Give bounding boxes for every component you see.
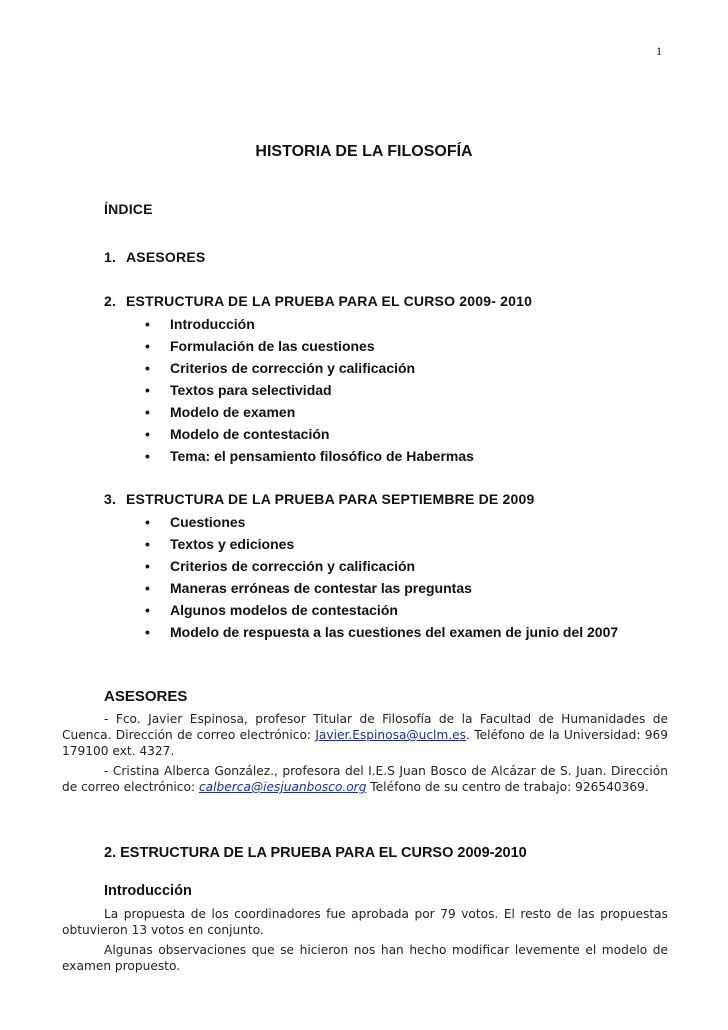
index-item-number: 3. (104, 491, 117, 507)
bullet-item: • Criterios de corrección y calificación (145, 357, 474, 379)
bullet-item: • Algunos modelos de contestación (145, 599, 618, 621)
bullet-item: • Textos y ediciones (145, 533, 618, 555)
document-title: HISTORIA DE LA FILOSOFÍA (255, 143, 473, 160)
bullet-icon: • (145, 316, 150, 332)
bullet-icon: • (145, 514, 150, 530)
bullet-item: • Tema: el pensamiento filosófico de Habermas (145, 445, 474, 467)
index-item-label: ESTRUCTURA DE LA PRUEBA PARA EL CURSO 2009- 2010 (126, 293, 533, 309)
bullet-item: • Formulación de las cuestiones (145, 335, 474, 357)
bullet-item: • Maneras erróneas de contestar las preguntas (145, 577, 618, 599)
section-2-heading: 2. ESTRUCTURA DE LA PRUEBA PARA EL CURSO 2009-2010 (104, 845, 527, 861)
bullet-icon: • (145, 360, 150, 376)
bullet-item: • Introducción (145, 313, 474, 335)
introduccion-heading: Introducción (104, 883, 192, 899)
asesor-1-paragraph: - Fco. Javier Espinosa, profesor Titular de Filosofía de la Facultad de Humanidades de Cuenca. Dirección de correo electrónico: Javier.Espinosa@uclm.es. Teléfono de la Universidad: 969 179100 ext. 4327. (62, 712, 668, 758)
email-link-alberca[interactable]: calberca@iesjuanbosco.org (198, 780, 367, 794)
bullet-icon: • (145, 382, 150, 398)
bullet-icon: • (145, 536, 150, 552)
bullet-icon: • (145, 602, 150, 618)
bullet-icon: • (145, 338, 150, 354)
intro-paragraph-2: Algunas observaciones que se hicieron nos han hecho modificar levemente el modelo de examen propuesto. (62, 943, 668, 973)
index-item-number: 1. (104, 249, 117, 265)
index-item-3 (104, 491, 534, 507)
bullet-item: • Modelo de contestación (145, 423, 474, 445)
index-item-2-bullets (145, 313, 474, 467)
index-item-label: ASESORES (126, 249, 206, 265)
index-item-2 (104, 293, 532, 309)
email-link-espinosa[interactable]: Javier.Espinosa@uclm.es (315, 728, 467, 742)
intro-paragraph-1: La propuesta de los coordinadores fue aprobada por 79 votos. El resto de las propuestas obtuvieron 13 votos en conjunto. (62, 907, 668, 937)
bullet-item: • Modelo de respuesta a las cuestiones del examen de junio del 2007 (145, 621, 618, 643)
bullet-icon: • (145, 558, 150, 574)
index-item-number: 2. (104, 293, 117, 309)
bullet-item: • Textos para selectividad (145, 379, 474, 401)
index-item-3-bullets (145, 511, 618, 643)
bullet-icon: • (145, 448, 150, 464)
index-heading: ÍNDICE (104, 201, 153, 217)
index-item-label: ESTRUCTURA DE LA PRUEBA PARA SEPTIEMBRE DE 2009 (126, 491, 535, 507)
bullet-item: • Cuestiones (145, 511, 618, 533)
bullet-icon: • (145, 404, 150, 420)
bullet-item: • Criterios de corrección y calificación (145, 555, 618, 577)
page-number: 1 (656, 44, 662, 58)
bullet-icon: • (145, 580, 150, 596)
asesor-2-paragraph: - Cristina Alberca González., profesora del I.E.S Juan Bosco de Alcázar de S. Juan. Dirección de correo electrónico: calberca@iesjuanbosco.org Teléfono de su centro de trabajo: 926540369. (62, 764, 668, 794)
bullet-item: • Modelo de examen (145, 401, 474, 423)
asesores-heading: ASESORES (104, 688, 188, 705)
bullet-icon: • (145, 426, 150, 442)
index-item-1 (104, 249, 205, 265)
bullet-icon: • (145, 624, 150, 640)
